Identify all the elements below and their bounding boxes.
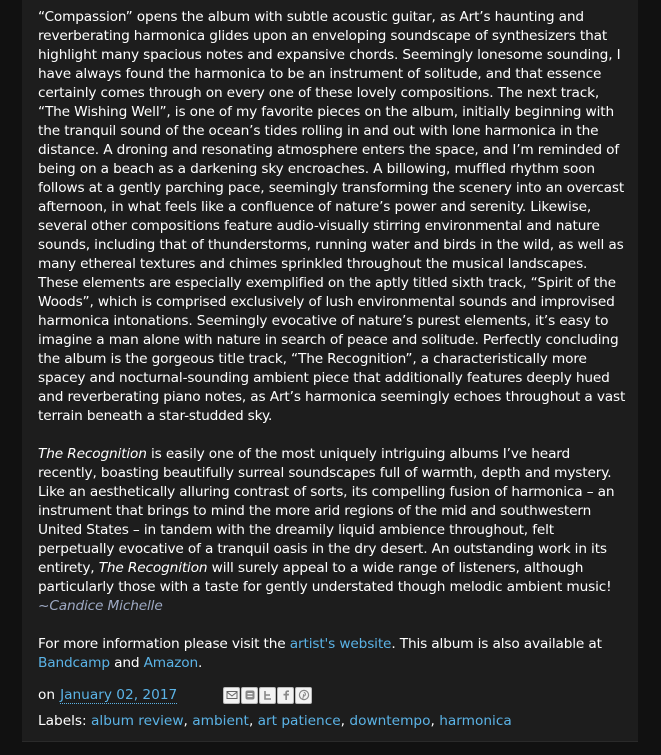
album-title: The Recognition xyxy=(98,560,208,576)
post-date-link[interactable]: January 02, 2017 xyxy=(60,686,178,703)
labels-title: Labels: xyxy=(38,713,87,729)
share-buttons xyxy=(223,687,313,704)
paragraph-text: will surely appeal to a wide range of listeners, although particularly those with a taste for gently understated though melodic ambient music! xyxy=(38,560,612,595)
label-link-art-patience[interactable]: art patience xyxy=(257,713,341,729)
label-link-harmonica[interactable]: harmonica xyxy=(439,713,512,729)
label-link-downtempo[interactable]: downtempo xyxy=(349,713,431,729)
label-link-album-review[interactable]: album review xyxy=(91,713,184,729)
author-signature-link[interactable]: ~Candice Michelle xyxy=(38,598,163,614)
bandcamp-link[interactable]: Bandcamp xyxy=(38,655,110,671)
review-paragraph-2 xyxy=(38,445,630,616)
paragraph-text: is easily one of the most uniquely intriguing albums I’ve heard recently, boasting beautifully surreal soundscapes full of warmth, depth and mystery. Like an aesthetically alluring contrast of sorts, its compelling fusion of harmonica – an instrument that brings to mind the more arid regions of the mid and southwestern United States – in tandem with the dreamily liquid ambience throughout, felt perpetually evocative of a tranquil oasis in the dry desert. An outstanding work in its entirety, xyxy=(38,446,615,576)
post-labels: Labels: album review, ambient, art patience, downtempo, harmonica xyxy=(38,713,512,729)
artist-website-link[interactable]: artist's website xyxy=(289,636,392,652)
paragraph-text: . xyxy=(198,655,203,671)
twitter-icon[interactable] xyxy=(259,687,276,704)
album-title: The Recognition xyxy=(38,446,147,462)
pinterest-icon[interactable] xyxy=(295,687,312,704)
facebook-icon[interactable] xyxy=(277,687,294,704)
paragraph-text: For more information please visit the xyxy=(38,636,290,652)
paragraph-text: . This album is also available at xyxy=(391,636,602,652)
post-footer xyxy=(38,684,313,706)
paragraph-text: and xyxy=(109,655,144,671)
on-label: on xyxy=(38,687,56,703)
blog-this-icon[interactable] xyxy=(241,687,258,704)
amazon-link[interactable]: Amazon xyxy=(143,655,199,671)
post-panel xyxy=(22,0,638,742)
post-body xyxy=(38,8,630,673)
review-paragraph-1: “Compassion” opens the album with subtle acoustic guitar, as Art’s haunting and reverberating harmonica glides upon an enveloping soundscape of synthesizers that highlight many spacious notes and expansive chords. Seemingly lonesome sounding, I have always found the harmonica to be an instrument of solitude, and that essence certainly comes through on every one of these lovely compositions. The next track, “The Wishing Well”, is one of my favorite pieces on the album, initially beginning with the tranquil sound of the ocean’s tides rolling in and out with lone harmonica in the distance. A droning and resonating atmosphere enters the space, and I’m reminded of being on a beach as a darkening sky encroaches. A billowing, muffled rhythm soon follows at a gently parching pace, seemingly transforming the scenery into an overcast afternoon, in what feels like a confluence of nature’s power and serenity. Likewise, several other compositions feature audio-visually stirring environmental and nature sounds, including that of thunderstorms, running water and birds in the wild, as well as many ethereal textures and chimes sprinkled throughout the musical landscapes. These elements are especially exemplified on the aptly titled sixth track, “Spirit of the Woods”, which is comprised exclusively of lush environmental sounds and improvised harmonica intonations. Seemingly evocative of nature’s purest elements, it’s easy to imagine a man alone with nature in search of peace and solitude. Perfectly concluding the album is the gorgeous title track, “The Recognition”, a characteristically more spacey and nocturnal-sounding ambient piece that additionally features deeply hued and reverberating piano notes, as Art’s harmonica seemingly echoes throughout a vast terrain beneath a star-studded sky. xyxy=(38,9,626,424)
email-icon[interactable] xyxy=(223,687,240,704)
label-link-ambient[interactable]: ambient xyxy=(192,713,249,729)
more-info-paragraph xyxy=(38,635,630,673)
